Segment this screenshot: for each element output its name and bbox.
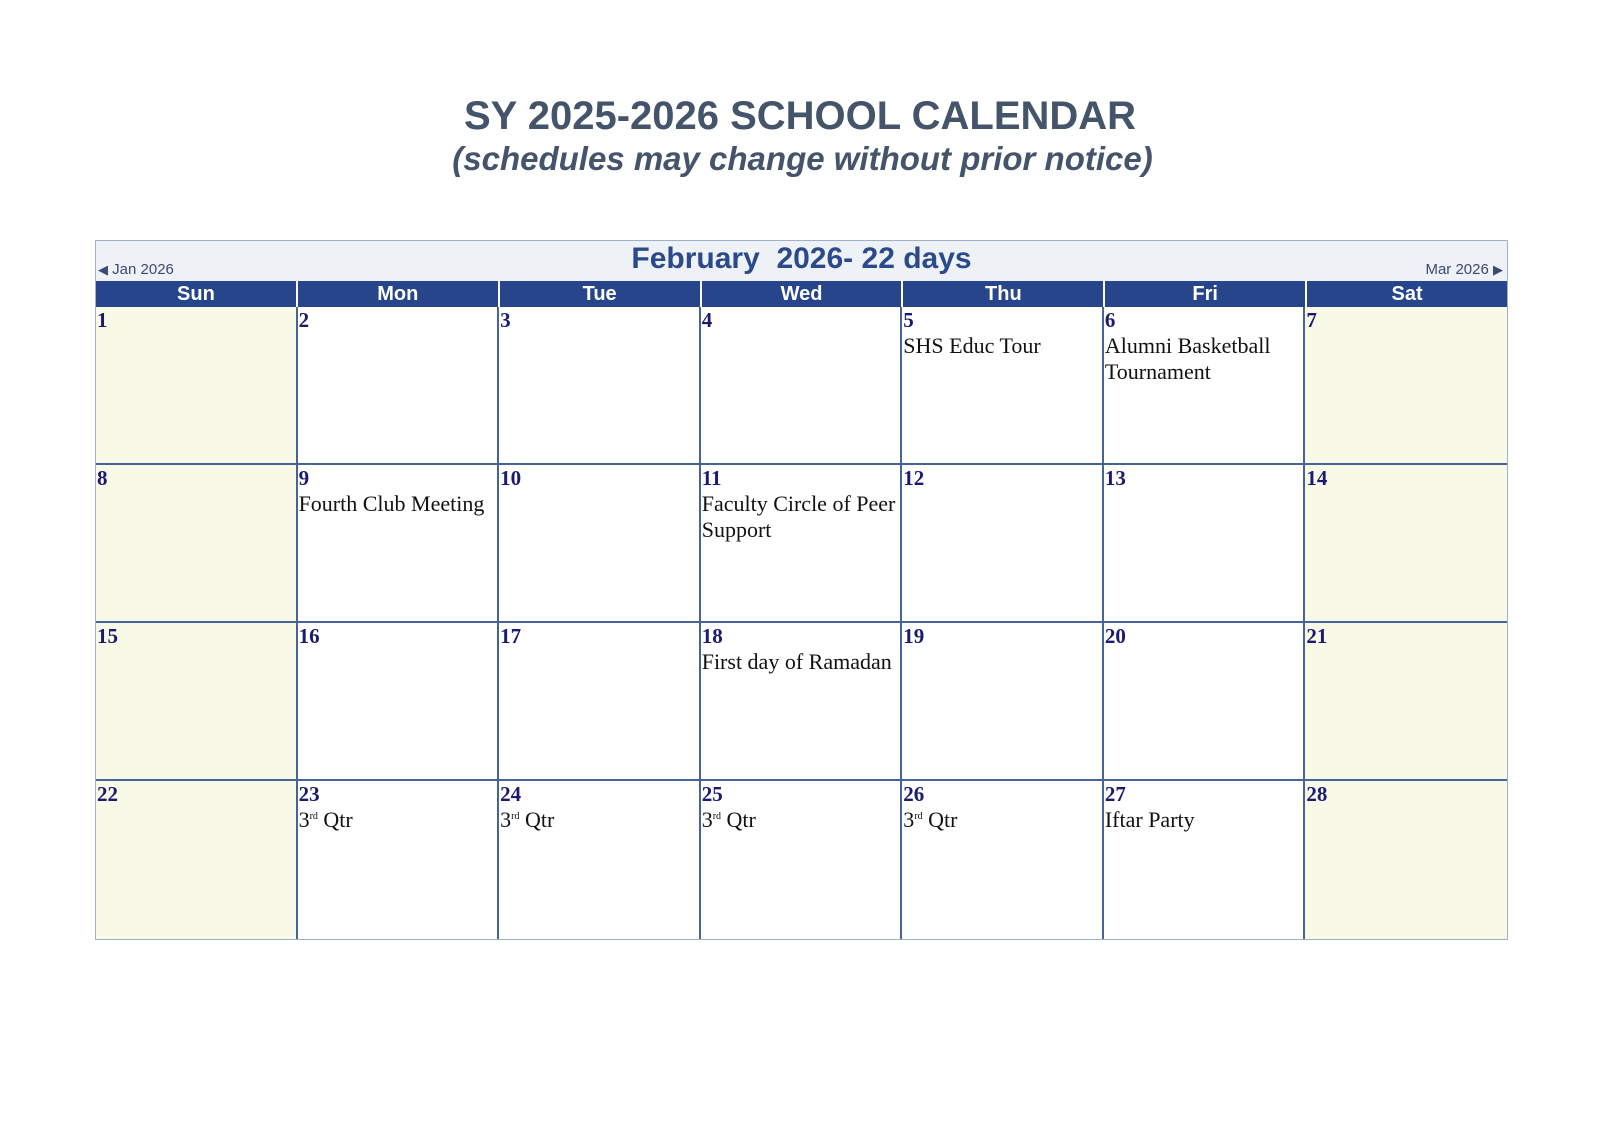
event-ordinal-suffix: rd xyxy=(309,811,318,822)
day-cell[interactable] xyxy=(499,465,701,623)
day-cell[interactable] xyxy=(1104,623,1306,781)
calendar-event: SHS Educ Tour xyxy=(903,333,1041,358)
weekday-header: Wed xyxy=(702,281,902,307)
event-label: Qtr xyxy=(317,807,353,832)
event-label: Qtr xyxy=(721,807,756,832)
day-number: 13 xyxy=(1104,466,1126,490)
page-subtitle: (schedules may change without prior notice) xyxy=(452,140,1153,177)
calendar-event xyxy=(903,807,1102,833)
event-ordinal-suffix: rd xyxy=(511,811,520,822)
day-number: 24 xyxy=(500,782,522,806)
event-ordinal-suffix: rd xyxy=(712,811,722,822)
day-number: 3 xyxy=(500,308,511,332)
calendar-event: Faculty Circle of Peer Support xyxy=(701,491,896,542)
calendar-event xyxy=(702,807,901,833)
day-number: 16 xyxy=(298,624,320,648)
day-cell[interactable] xyxy=(1305,465,1507,623)
calendar-event: First day of Ramadan xyxy=(701,649,892,674)
event-label: Qtr xyxy=(922,807,958,832)
day-number: 5 xyxy=(903,308,914,332)
weekday-header: Mon xyxy=(298,281,498,307)
day-cell[interactable] xyxy=(701,307,903,465)
day-cell[interactable] xyxy=(1305,623,1507,781)
day-cell[interactable] xyxy=(701,623,903,781)
day-cell[interactable] xyxy=(499,623,701,781)
calendar-event xyxy=(299,807,498,833)
event-ordinal-number: 3 xyxy=(903,807,915,832)
day-cell[interactable] xyxy=(96,781,298,939)
day-number: 18 xyxy=(701,624,723,648)
day-number: 10 xyxy=(500,466,522,490)
calendar-event: Alumni Basketball Tournament xyxy=(1104,333,1271,384)
day-cell[interactable] xyxy=(902,623,1104,781)
event-ordinal-number: 3 xyxy=(701,807,713,832)
day-number: 9 xyxy=(298,466,310,490)
day-number: 27 xyxy=(1104,782,1126,806)
day-number: 17 xyxy=(500,624,522,648)
triangle-left-icon: ◀ xyxy=(98,262,108,277)
calendar-event: Iftar Party xyxy=(1104,807,1195,832)
weekday-header-row xyxy=(96,281,1507,307)
day-number: 20 xyxy=(1104,624,1126,648)
day-number: 6 xyxy=(1104,308,1116,332)
day-cell[interactable] xyxy=(96,465,298,623)
day-cell[interactable] xyxy=(298,307,500,465)
day-number: 26 xyxy=(903,782,925,806)
page-title: SY 2025-2026 SCHOOL CALENDAR xyxy=(463,94,1137,138)
event-ordinal-number: 3 xyxy=(298,807,310,832)
month-calendar xyxy=(95,240,1508,940)
day-cell[interactable] xyxy=(298,465,500,623)
day-cell[interactable] xyxy=(701,465,903,623)
weekday-header: Tue xyxy=(500,281,700,307)
day-number: 15 xyxy=(97,624,118,648)
day-cell[interactable] xyxy=(1305,307,1507,465)
day-number: 7 xyxy=(1306,308,1317,332)
day-cell[interactable] xyxy=(96,623,298,781)
day-cell[interactable] xyxy=(902,307,1104,465)
event-label: Qtr xyxy=(519,807,555,832)
day-number: 4 xyxy=(701,308,713,332)
day-number: 28 xyxy=(1306,782,1328,806)
page-header xyxy=(0,93,1600,179)
day-cell[interactable] xyxy=(298,781,500,939)
triangle-right-icon: ▶ xyxy=(1493,262,1503,277)
day-number: 12 xyxy=(903,466,925,490)
day-cell[interactable] xyxy=(499,307,701,465)
calendar-header xyxy=(96,241,1507,281)
day-cell[interactable] xyxy=(96,307,298,465)
weekday-header: Sat xyxy=(1307,281,1507,307)
day-cell[interactable] xyxy=(1104,465,1306,623)
day-number: 14 xyxy=(1306,466,1328,490)
day-cell[interactable] xyxy=(1305,781,1507,939)
calendar-event: Fourth Club Meeting xyxy=(298,491,485,516)
day-cell[interactable] xyxy=(902,465,1104,623)
day-number: 23 xyxy=(298,782,320,806)
day-number: 11 xyxy=(701,466,722,490)
weekday-header: Thu xyxy=(903,281,1103,307)
day-number: 8 xyxy=(97,466,108,490)
day-number: 22 xyxy=(97,782,118,806)
day-number: 1 xyxy=(97,308,108,332)
day-cell[interactable] xyxy=(902,781,1104,939)
weekday-header: Sun xyxy=(96,281,296,307)
day-cell[interactable] xyxy=(1104,781,1306,939)
day-cell[interactable] xyxy=(499,781,701,939)
calendar-event xyxy=(500,807,699,833)
event-ordinal-number: 3 xyxy=(500,807,512,832)
day-number: 21 xyxy=(1306,624,1328,648)
next-month-link[interactable] xyxy=(1425,261,1503,279)
event-ordinal-suffix: rd xyxy=(914,811,923,822)
day-cell[interactable] xyxy=(298,623,500,781)
month-title: February 2026- 22 days xyxy=(631,242,972,275)
day-cell[interactable] xyxy=(701,781,903,939)
day-number: 2 xyxy=(298,308,310,332)
prev-month-label: Jan 2026 xyxy=(112,261,174,278)
next-month-label: Mar 2026 xyxy=(1425,261,1489,278)
weekday-header: Fri xyxy=(1105,281,1305,307)
day-number: 25 xyxy=(701,782,723,806)
day-cell[interactable] xyxy=(1104,307,1306,465)
day-number: 19 xyxy=(903,624,925,648)
calendar-day-grid xyxy=(96,307,1507,939)
